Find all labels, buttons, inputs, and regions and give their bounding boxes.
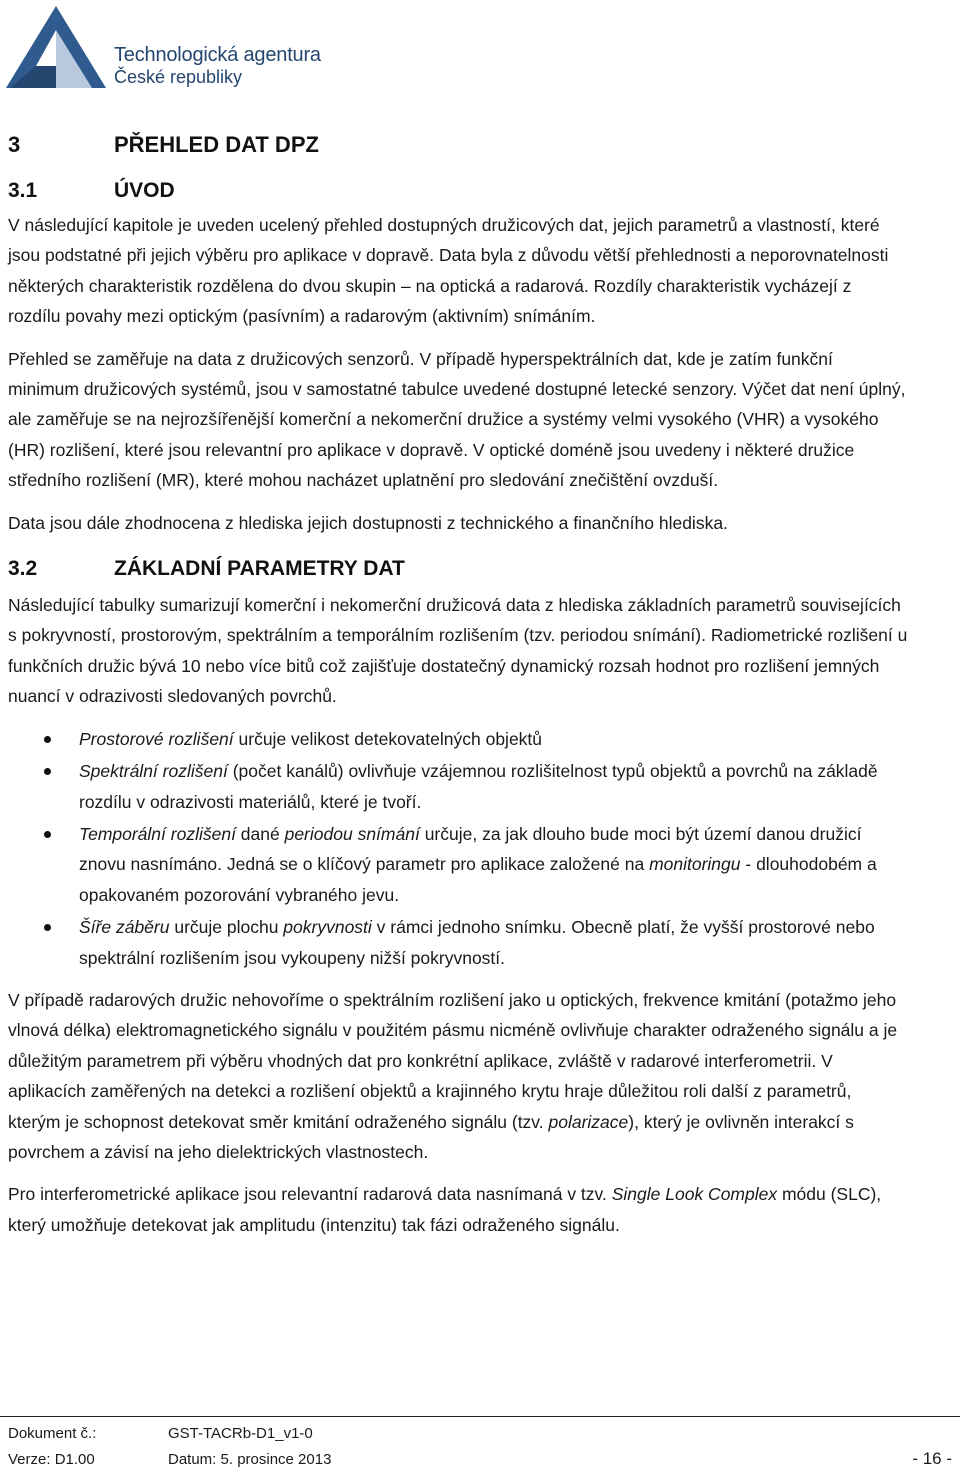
section-heading-3-1 [8,174,908,208]
term: Spektrální rozlišení [79,761,228,782]
section-number: 3.1 [8,179,38,202]
term: Single Look Complex [611,1184,778,1205]
section-number: 3 [8,132,21,157]
term: monitoringu [649,854,741,875]
section-title: ÚVOD [114,179,175,202]
item-text: - dlouhodobém a opakovaném pozorování vybraného jevu. [79,854,877,905]
item-text: určuje velikost detekovatelných objektů [233,728,543,749]
term: Prostorové rozlišení [79,728,234,749]
document-number-label: Dokument č.: [8,1425,97,1442]
bullet-icon [44,924,51,931]
list-item [8,912,908,973]
term: Šíře záběru [79,917,170,938]
paragraph: Následující tabulky sumarizují komerční i nekomerční družicová data z hlediska základních parametrů souvisejících s pokryvností, prostorovým, spektrálním a temporálním rozlišením (tzv. periodou snímání). Radiometrické rozlišení u funkčních družic bývá 10 nebo více bitů což zajišťuje dostatečný dynamický rozsah hodnot pro rozlišení jemných nuancí v odrazivosti sledovaných povrchů. [8,595,908,707]
paragraph [8,1179,908,1240]
agency-emblem-icon [6,4,110,92]
logo-text-line2: České republiky [114,67,243,87]
term: polarizace [548,1111,629,1132]
document-number-value: GST-TACRb-D1_v1-0 [168,1425,313,1442]
item-text: určuje, za jak dlouho bude moci být území danou družicí znovu nasnímáno. Jedná se o klíčový parametr pro aplikace založené na [79,823,862,875]
section-heading-3-2 [8,552,908,586]
term: pokryvnosti [283,917,372,938]
item-text: dané [235,823,285,844]
section-title: ZÁKLADNÍ PARAMETRY DAT [114,557,405,581]
text: Pro interferometrické aplikace jsou relevantní radarová data nasnímaná v tzv. [8,1184,612,1205]
paragraph [8,985,908,1167]
section-title: PŘEHLED DAT DPZ [114,132,319,157]
list-item [8,819,908,910]
text: ), který je ovlivněn interakcí s povrchem a závisí na jeho dielektrických vlastnostech. [8,1111,854,1162]
list-item [8,756,908,817]
section-heading-3 [8,128,908,162]
bullet-icon [44,768,51,775]
document-body [8,128,908,1240]
paragraph: V následující kapitole je uveden ucelený přehled dostupných družicových dat, jejich parametrů a vlastností, které jsou podstatné při jejich výběru pro aplikace v dopravě. Data byla z důvodu větší přehlednosti a neporovnatelnosti některých charakteristik rozdělena do dvou skupin – na optická a radarová. Rozdíly charakteristik vycházejí z rozdílu povahy mezi optickým (pasívním) a radarovým (aktivním) snímáním. [8,215,889,327]
date-label: Datum: 5. prosince 2013 [168,1451,332,1468]
text: módu (SLC), který umožňuje detekovat jak amplitudu (intenzitu) tak fázi odraženého signálu. [8,1184,882,1235]
version-label: Verze: D1.00 [8,1451,95,1468]
item-text: v rámci jednoho snímku. Obecně platí, že vyšší prostorové nebo spektrální rozlišením jsou vykoupeny nižší pokryvností. [79,917,875,968]
term: Temporální rozlišení [79,823,236,844]
item-text: (počet kanálů) ovlivňuje vzájemnou rozlišitelnost typů objektů a povrchů na základě rozdílu v odrazivosti materiálů, které je tvoří. [79,761,878,812]
paragraph: Data jsou dále zhodnocena z hlediska jejich dostupnosti z technického a finančního hlediska. [8,512,728,533]
logo-text-line1: Technologická agentura [114,44,321,66]
page-footer [0,1416,960,1474]
parameter-list [8,724,908,973]
bullet-icon [44,831,51,838]
section-number: 3.2 [8,557,38,581]
item-text: určuje plochu [169,917,284,938]
term: periodou snímání [284,823,420,844]
text: V případě radarových družic nehovoříme o spektrálním rozlišení jako u optických, frekvence kmitání (potažmo jeho vlnová délka) elektromagnetického signálu v použitém pásmu nicméně ovlivňuje charakter odraženého signálu a je důležitým parametrem při výběru vhodných dat pro konkrétní aplikace, zvláště v radarové interferometrii. V aplikacích zaměřených na detekci a rozlišení objektů a krajinného krytu hraje důležitou roli další z parametrů, kterým je schopnost detekovat směr kmitání odraženého signálu (tzv. [8,989,898,1132]
paragraph: Přehled se zaměřuje na data z družicových senzorů. V případě hyperspektrálních dat, kde je zatím funkční minimum družicových systémů, jsou v samostatné tabulce uvedené dostupné letecké senzory. Výčet dat není úplný, ale zaměřuje se na nejrozšířenější komerční a nekomerční družice a systémy velmi vysokého (VHR) a vysokého (HR) rozlišení, které jsou relevantní pro aplikace v dopravě. V optické doméně jsou uvedeny i některé družice středního rozlišení (MR), které mohou nacházet uplatnění pro sledování znečištění ovzduší. [8,348,906,491]
logo [6,4,336,92]
list-item [8,724,908,754]
bullet-icon [44,736,51,743]
page-number: - 16 - [912,1449,952,1468]
